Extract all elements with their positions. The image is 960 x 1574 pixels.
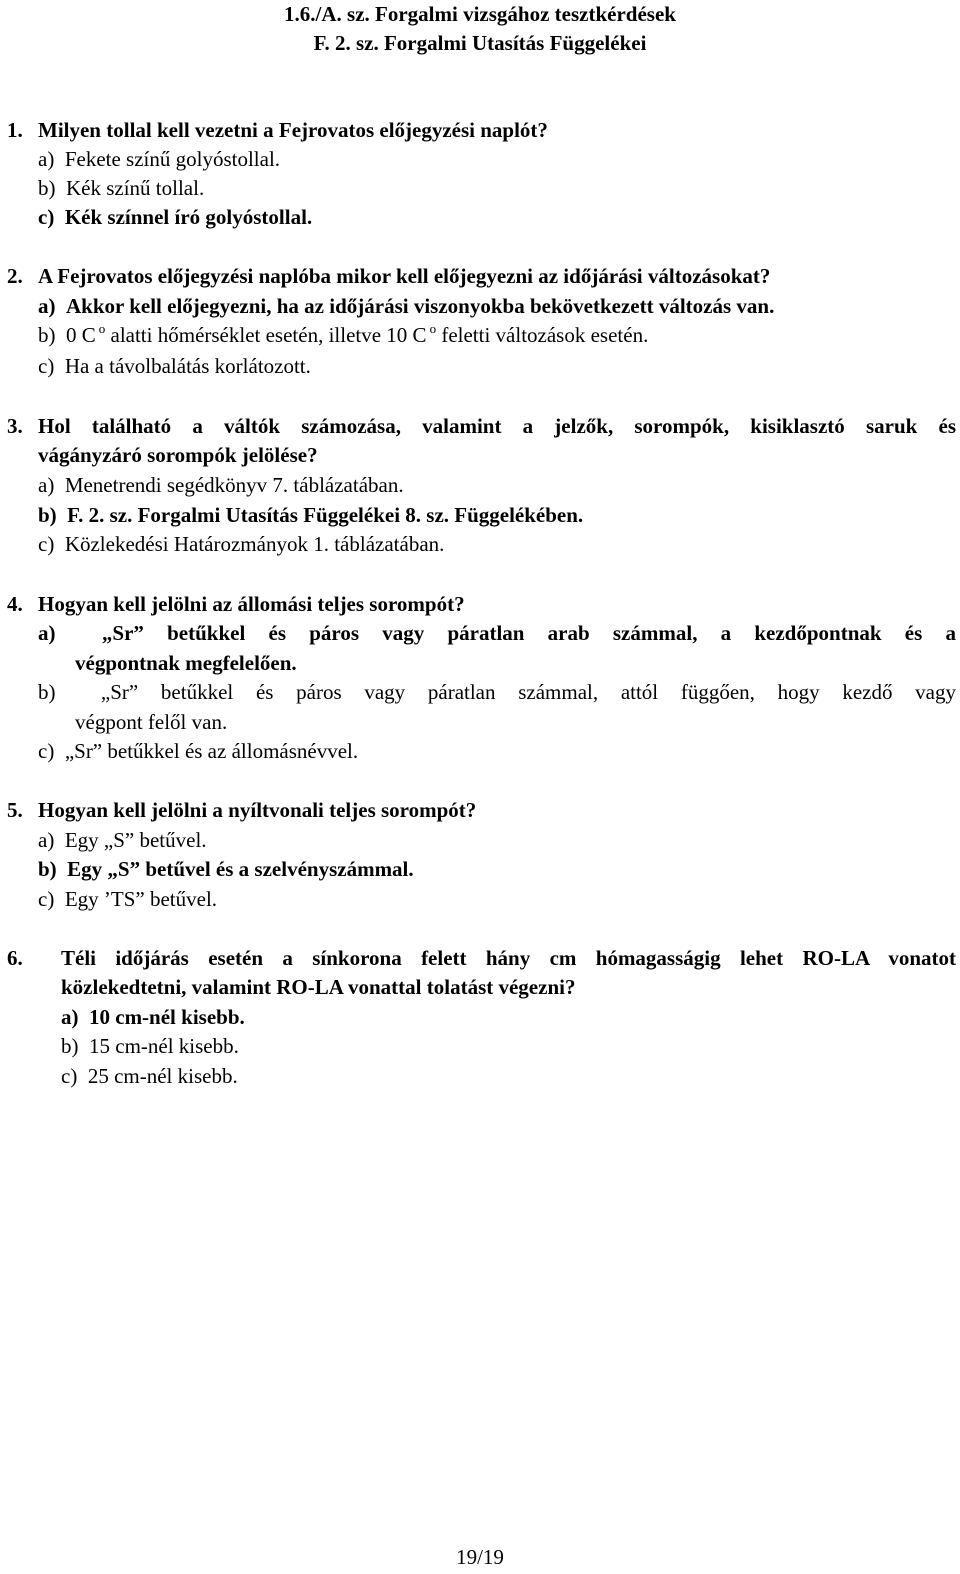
answer-a-line-2: végpontnak megfelelően.	[75, 651, 297, 675]
answer-a: a) Fekete színű golyóstollal.	[38, 147, 281, 171]
answer-a: a) 10 cm-nél kisebb.	[61, 1005, 245, 1029]
answer-b: b) Kék színű tollal.	[38, 176, 205, 200]
answer-b-suffix: feletti változások esetén.	[441, 323, 649, 347]
page-number: 19/19	[456, 1545, 504, 1569]
question-number: 5.	[7, 798, 23, 822]
answer-c: c) 25 cm-nél kisebb.	[61, 1064, 238, 1088]
document-subtitle: F. 2. sz. Forgalmi Utasítás Függelékei	[313, 31, 647, 55]
answer-b: b) 15 cm-nél kisebb.	[61, 1034, 239, 1058]
question-text: A Fejrovatos előjegyzési naplóba mikor kell előjegyezni az időjárási változásokat?	[38, 264, 771, 288]
answer-a: a) Menetrendi segédkönyv 7. táblázatában.	[38, 473, 404, 497]
degree-sign: o	[429, 321, 437, 336]
question-text: Hogyan kell jelölni a nyíltvonali teljes sorompót?	[38, 798, 477, 822]
answer-b: b) Egy „S” betűvel és a szelvényszámmal.	[38, 857, 414, 881]
answer-b-line-1: b) „Sr” betűkkel és páros vagy páratlan számmal, attól függően, hogy kezdő vagy	[38, 680, 956, 704]
question-number: 1.	[7, 118, 23, 142]
answer-b-middle: alatti hőmérséklet esetén, illetve 10 C	[110, 323, 427, 347]
question-number: 3.	[7, 414, 23, 438]
document-title: 1.6./A. sz. Forgalmi vizsgához tesztkérdések	[284, 2, 676, 26]
answer-a-line-1: a) „Sr” betűkkel és páros vagy páratlan arab számmal, a kezdőpontnak és a	[38, 621, 956, 645]
answer-b	[38, 322, 648, 351]
question-text-line-1: Téli időjárás esetén a sínkorona felett hány cm hómagasságig lehet RO-LA vonatot	[61, 946, 956, 970]
question-text: Milyen tollal kell vezetni a Fejrovatos előjegyzési naplót?	[38, 118, 548, 142]
question-text-line-2: vágányzáró sorompók jelölése?	[38, 443, 318, 467]
question-number: 4.	[7, 592, 23, 616]
answer-c: c) Egy ’TS” betűvel.	[38, 887, 218, 911]
answer-b-prefix: b) 0 C	[38, 323, 96, 347]
answer-b: b) F. 2. sz. Forgalmi Utasítás Függelékei 8. sz. Függelékében.	[38, 503, 584, 527]
degree-sign: o	[98, 321, 106, 336]
question-text-line-2: közlekedtetni, valamint RO-LA vonattal tolatást végezni?	[61, 975, 576, 999]
question-text: Hogyan kell jelölni az állomási teljes sorompót?	[38, 592, 465, 616]
answer-c: c) Ha a távolbalátás korlátozott.	[38, 354, 311, 378]
answer-a: a) Akkor kell előjegyezni, ha az időjárási viszonyokba bekövetkezett változás van.	[38, 294, 775, 318]
answer-a: a) Egy „S” betűvel.	[38, 828, 207, 852]
answer-c: c) „Sr” betűkkel és az állomásnévvel.	[38, 739, 359, 763]
question-number: 6.	[7, 946, 23, 970]
answer-b-line-2: végpont felől van.	[75, 710, 228, 734]
answer-c: c) Közlekedési Határozmányok 1. táblázatában.	[38, 532, 445, 556]
answer-c: c) Kék színnel író golyóstollal.	[38, 205, 313, 229]
question-text-line-1: Hol található a váltók számozása, valamint a jelzők, sorompók, kisiklasztó saruk és	[38, 414, 956, 438]
question-number: 2.	[7, 264, 23, 288]
